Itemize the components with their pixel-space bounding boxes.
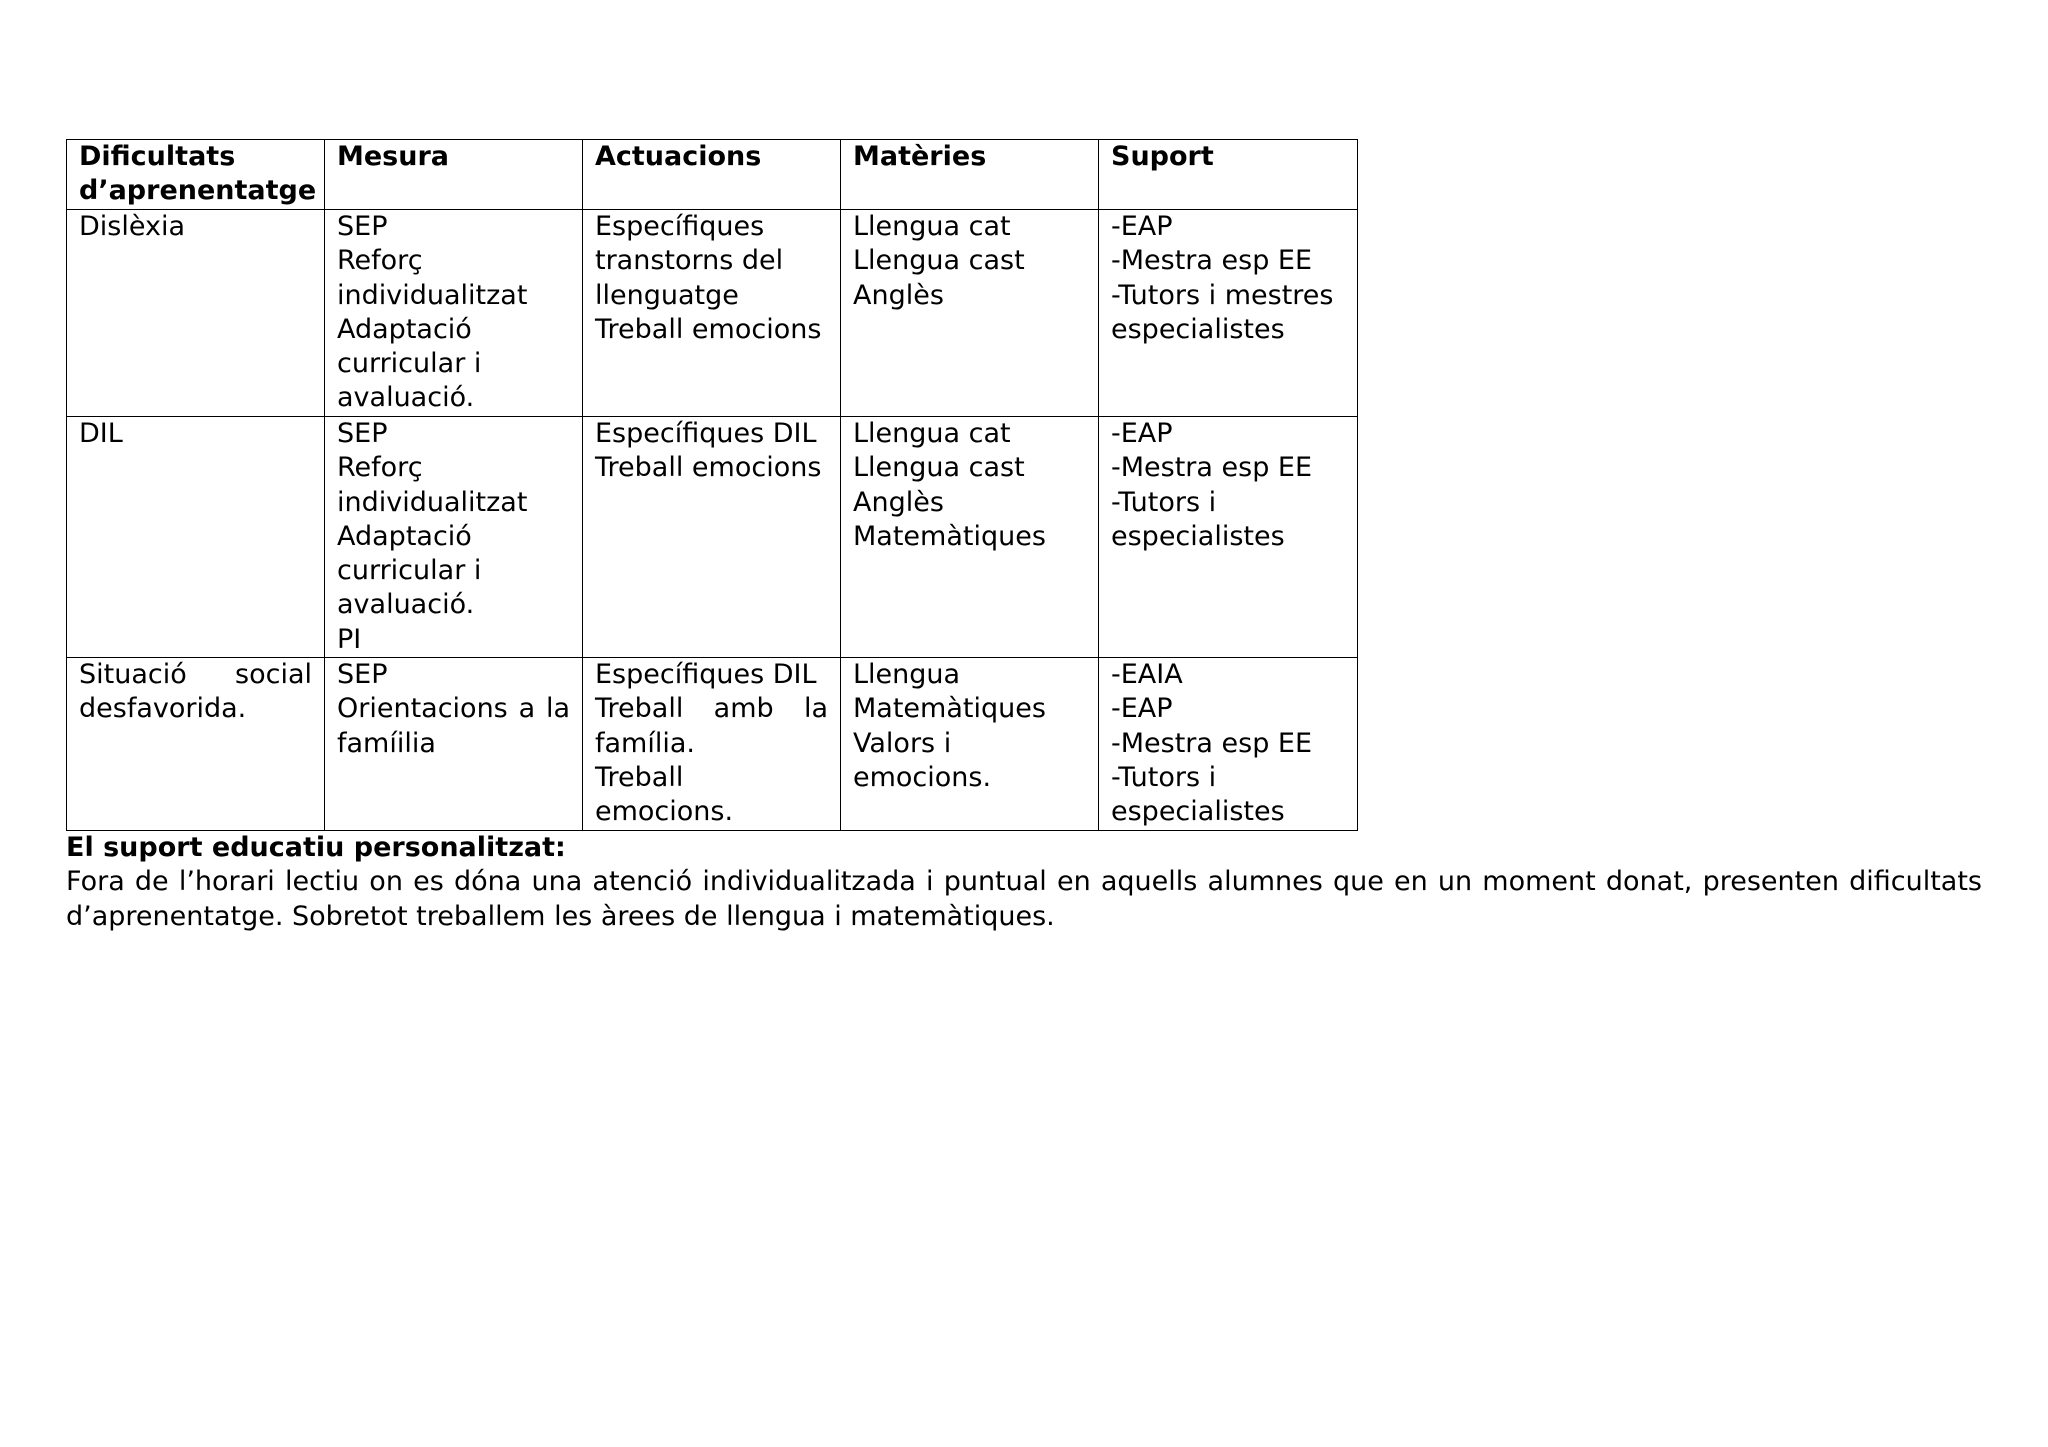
- cell-line: especialistes: [1111, 520, 1285, 552]
- cell-line: SEP: [337, 418, 388, 449]
- cell-line: Treball: [595, 761, 684, 793]
- cell-line: emocions.: [595, 796, 734, 828]
- cell-line: Específiques DIL: [595, 418, 817, 449]
- cell-line: SEP: [337, 211, 388, 242]
- cell-line: Orientacions a la: [337, 693, 570, 725]
- header-actuacions: Actuacions: [583, 140, 841, 210]
- cell-line: -EAP: [1111, 211, 1173, 242]
- cell-line: -Mestra esp EE: [1111, 727, 1313, 759]
- table-header-row: [67, 140, 1358, 210]
- table-row: [67, 210, 1358, 417]
- cell-line: Llengua cat: [853, 418, 1011, 449]
- header-suport: Suport: [1099, 140, 1358, 210]
- cell-actuacions: [583, 417, 841, 658]
- cell-mesura: [325, 417, 583, 658]
- cell-dificultats: [67, 658, 325, 831]
- cell-suport: [1099, 210, 1358, 417]
- cell-suport: [1099, 658, 1358, 831]
- cell-line: Específiques DIL: [595, 659, 817, 691]
- cell-line: -EAP: [1111, 418, 1173, 449]
- cell-line: SEP: [337, 659, 388, 691]
- cell-line: -Mestra esp EE: [1111, 452, 1313, 484]
- cell-actuacions: [583, 658, 841, 831]
- header-dificultats: Dificultats d’aprenentatge: [67, 140, 325, 210]
- cell-line: especialistes: [1111, 313, 1285, 345]
- cell-line: Treball emocions: [595, 452, 822, 484]
- cell-line: Reforç: [337, 245, 423, 277]
- note-title: El suport educatiu personalitzat:: [66, 832, 566, 864]
- cell-materies: [841, 210, 1099, 417]
- cell-line: avaluació.: [337, 382, 475, 414]
- cell-line: família.: [595, 727, 695, 759]
- cell-line: -EAP: [1111, 693, 1173, 725]
- cell-line: PI: [337, 623, 362, 655]
- cell-line: Valors i: [853, 727, 952, 759]
- document-page: [66, 139, 1982, 934]
- learning-difficulties-table: [66, 139, 1358, 831]
- cell-line: Llengua cast: [853, 245, 1025, 277]
- cell-dificultats: Dislèxia: [67, 210, 325, 417]
- cell-line: Matemàtiques: [853, 693, 1046, 725]
- header-materies: Matèries: [841, 140, 1099, 210]
- cell-line: individualitzat: [337, 279, 528, 311]
- cell-line: Llengua: [853, 659, 961, 691]
- cell-mesura: [325, 210, 583, 417]
- cell-line: -Tutors i: [1111, 486, 1217, 518]
- cell-materies: [841, 417, 1099, 658]
- cell-line: especialistes: [1111, 796, 1285, 828]
- cell-line: Anglès: [853, 279, 944, 311]
- cell-line: individualitzat: [337, 486, 528, 518]
- cell-line: Treball emocions: [595, 313, 822, 345]
- cell-line: Llengua cast: [853, 452, 1025, 484]
- cell-suport: [1099, 417, 1358, 658]
- cell-line: Reforç: [337, 452, 423, 484]
- cell-line: Llengua cat: [853, 211, 1011, 242]
- cell-line: Anglès: [853, 486, 944, 518]
- cell-mesura: [325, 658, 583, 831]
- cell-line: transtorns del: [595, 245, 784, 277]
- cell-line: -Mestra esp EE: [1111, 245, 1313, 277]
- table-row: [67, 417, 1358, 658]
- cell-line: -Tutors i: [1111, 761, 1217, 793]
- cell-line: Adaptació: [337, 520, 472, 552]
- cell-dificultats: DIL: [67, 417, 325, 658]
- cell-line: Específiques: [595, 211, 765, 242]
- cell-line: avaluació.: [337, 589, 475, 621]
- cell-line: Adaptació: [337, 313, 472, 345]
- table-row: [67, 658, 1358, 831]
- cell-line: Matemàtiques: [853, 520, 1046, 552]
- cell-line: famíilia: [337, 727, 436, 759]
- header-mesura: Mesura: [325, 140, 583, 210]
- note-body: Fora de l’horari lectiu on es dóna una atenció individualitzada i puntual en aquells alumnes que en un moment donat, presenten dificultats d’aprenentatge. Sobretot treballem les àrees de llengua i matemàtiques.: [66, 866, 1982, 932]
- cell-line: -EAIA: [1111, 659, 1183, 691]
- cell-line: curricular i: [337, 555, 482, 587]
- support-note: [66, 831, 1982, 934]
- cell-line: Treball amb la: [595, 693, 828, 725]
- cell-line: Situació social: [79, 659, 312, 691]
- cell-line: desfavorida.: [79, 693, 247, 725]
- cell-actuacions: [583, 210, 841, 417]
- cell-line: -Tutors i mestres: [1111, 279, 1334, 311]
- cell-line: emocions.: [853, 761, 992, 793]
- cell-line: curricular i: [337, 348, 482, 380]
- cell-materies: [841, 658, 1099, 831]
- cell-line: llenguatge: [595, 279, 739, 311]
